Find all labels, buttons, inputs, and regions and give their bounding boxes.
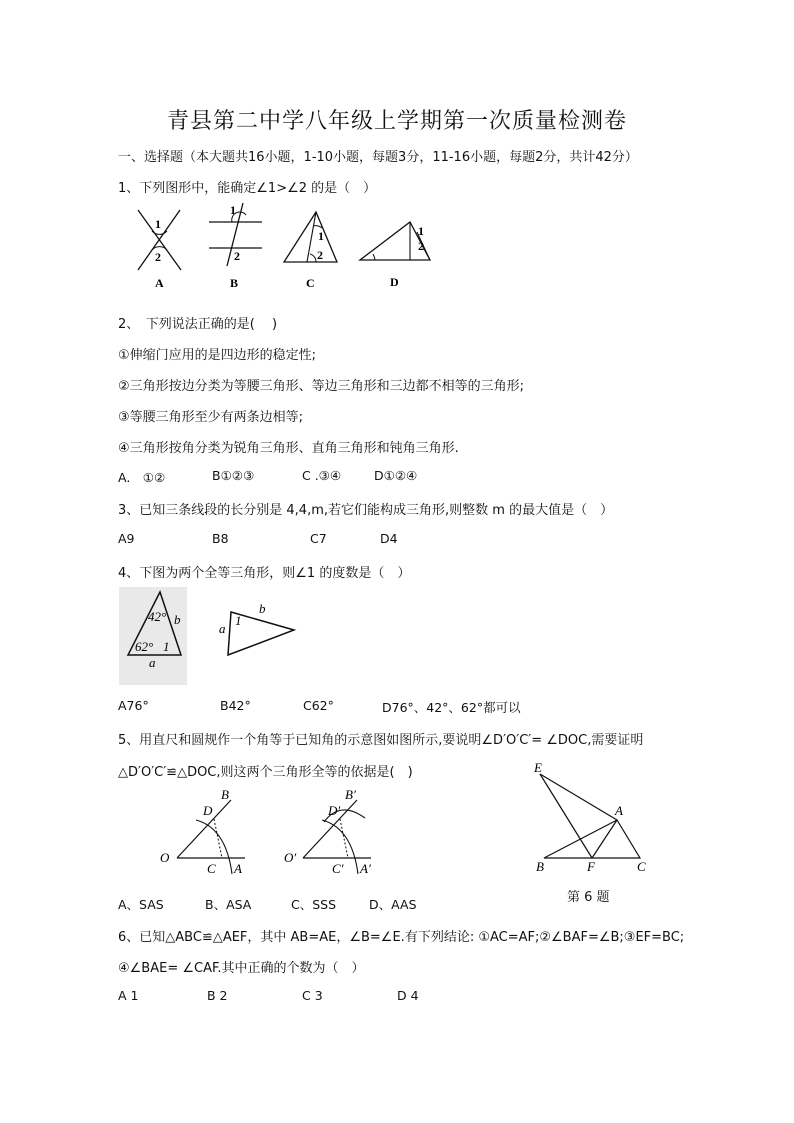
side-a: a: [219, 621, 226, 636]
option-b: B、ASA: [205, 897, 252, 912]
angle-1: 1: [163, 639, 170, 654]
question-1-stem: 1、下列图形中，能确定∠1>∠2 的是（ ）: [118, 181, 377, 196]
option-d: D4: [380, 531, 398, 546]
option-c: C、SSS: [291, 897, 337, 912]
option-b: B8: [212, 531, 229, 546]
option-a: A76°: [118, 698, 149, 713]
option-c: C7: [310, 531, 327, 546]
label-o-prime: O′: [284, 850, 297, 865]
statement-2: ②三角形按边分类为等腰三角形、等边三角形和三边都不相等的三角形;: [118, 379, 525, 394]
angle-label: 2: [234, 249, 240, 263]
angle-label: 2: [155, 250, 161, 264]
option-d: D76°、42°、62°都可以: [382, 700, 521, 715]
section-heading: 一、选择题（本大题共16小题，1-10小题，每题3分，11-16小题，每题2分，共计42分）: [118, 150, 638, 165]
label-c: C: [207, 861, 216, 876]
option-c: C62°: [303, 698, 334, 713]
option-a: A. ①②: [118, 470, 166, 485]
label-c-prime: C′: [332, 861, 344, 876]
option-d: D①②④: [374, 468, 418, 483]
option-a: A、SAS: [118, 897, 164, 912]
label-c: C: [637, 859, 646, 874]
side-a: a: [149, 655, 156, 670]
option-b: B①②③: [212, 468, 255, 483]
option-b: B42°: [220, 698, 251, 713]
label-d: D: [203, 803, 213, 818]
label-e: E: [534, 760, 542, 775]
label-b: B: [536, 859, 544, 874]
option-d: D 4: [397, 988, 419, 1003]
figure-label-a: A: [155, 276, 164, 290]
angle-label: 1: [155, 217, 161, 231]
option-c: C 3: [302, 988, 323, 1003]
angle-label: 1: [230, 203, 236, 217]
question-2-stem: 2、 下列说法正确的是( ): [118, 317, 278, 332]
side-b: b: [174, 612, 181, 627]
question-4-stem: 4、下图为两个全等三角形，则∠1 的度数是（ ）: [118, 566, 411, 581]
option-d: D、AAS: [369, 897, 417, 912]
label-o: O: [160, 850, 170, 865]
question-3-stem: 3、已知三条线段的长分别是 4,4,m,若它们能构成三角形,则整数 m 的最大值是（ ）: [118, 503, 614, 518]
label-a-prime: A′: [360, 861, 371, 876]
statement-4: ④三角形按角分类为锐角三角形、直角三角形和钝角三角形.: [118, 441, 459, 456]
label-b-prime: B′: [345, 787, 356, 802]
angle-62: 62°: [135, 639, 154, 654]
question-5-stem-line-1: 5、用直尺和圆规作一个角等于已知角的示意图如图所示,要说明∠D′O′C′= ∠DOC,需要证明: [118, 733, 644, 748]
statement-3: ③等腰三角形至少有两条边相等;: [118, 410, 304, 425]
figure-label-d: D: [390, 275, 399, 289]
option-a: A9: [118, 531, 135, 546]
question-5-stem-line-2: △D′O′C′≌△DOC,则这两个三角形全等的依据是( ): [118, 765, 413, 780]
label-b: B: [221, 787, 229, 802]
figure-6-caption: 第 6 题: [567, 890, 610, 905]
label-f: F: [587, 859, 595, 874]
page-title: 青县第二中学八年级上学期第一次质量检测卷: [166, 109, 627, 134]
question-6-stem-line-1: 6、已知△ABC≌△AEF，其中 AB=AE，∠B=∠E.有下列结论: ①AC=AF;②∠BAF=∠B;③EF=BC;: [118, 930, 685, 945]
question-6-stem-line-2: ④∠BAE= ∠CAF.其中正确的个数为（ ）: [118, 961, 365, 976]
statement-1: ①伸缩门应用的是四边形的稳定性;: [118, 348, 317, 363]
angle-label: 1: [318, 229, 324, 243]
angle-label: 2: [317, 248, 323, 262]
label-a: A: [234, 861, 242, 876]
angle-42: 42°: [148, 609, 167, 624]
angle-1: 1: [235, 613, 242, 628]
figure-label-b: B: [230, 276, 239, 290]
label-a: A: [615, 803, 623, 818]
option-c: C .③④: [302, 468, 342, 483]
option-a: A 1: [118, 988, 139, 1003]
side-b: b: [259, 601, 266, 616]
label-d-prime: D′: [328, 803, 341, 818]
angle-label: 2: [418, 239, 424, 253]
option-b: B 2: [207, 988, 228, 1003]
angle-label: 1: [418, 224, 424, 238]
figure-label-c: C: [306, 276, 315, 290]
